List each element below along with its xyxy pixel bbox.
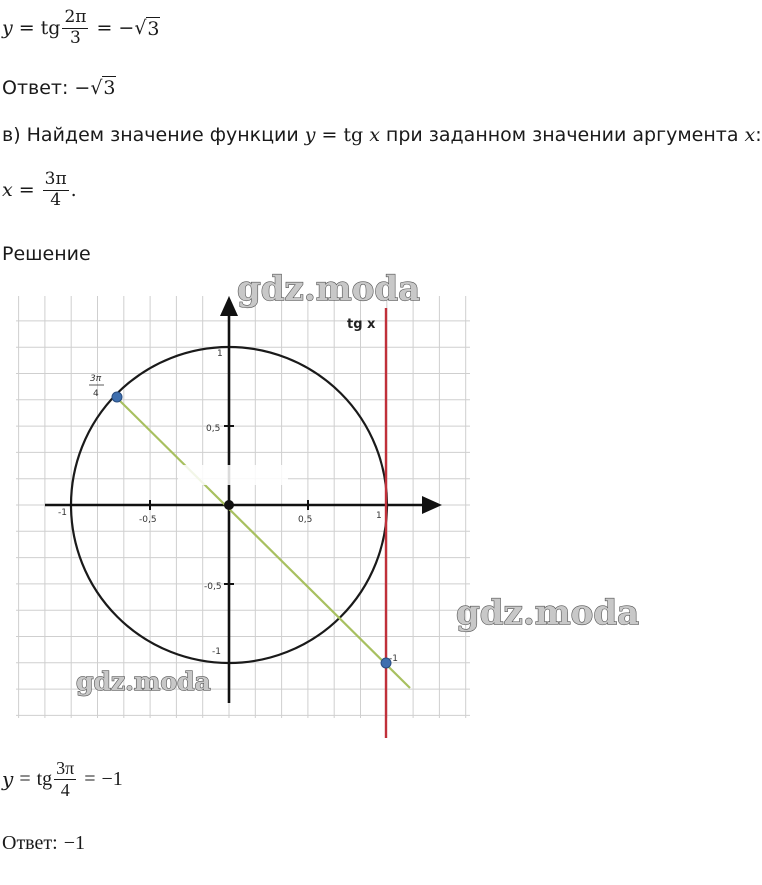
- equals-sign: =: [18, 17, 35, 40]
- point-label-neg1: -1: [389, 654, 398, 664]
- tick-label-x-neg05: -0,5: [139, 515, 157, 525]
- angle-line: [116, 397, 410, 688]
- var-y: y: [2, 17, 13, 40]
- tick-label-x-neg1: -1: [58, 508, 67, 518]
- solution-label: Решение: [2, 243, 91, 265]
- var-y: y: [2, 767, 14, 792]
- fraction-denominator: 4: [50, 189, 62, 210]
- task-suffix: при заданном значении аргумента: [385, 124, 739, 146]
- tick-label-y-neg05: -0,5: [204, 582, 222, 592]
- answer-line-1: [2, 76, 116, 99]
- grid-lines: [16, 296, 470, 718]
- watermark-bottom-left: gdz.moda: [76, 667, 211, 696]
- equals-sign: =: [18, 179, 35, 202]
- answer-value: −1: [63, 832, 85, 854]
- y-axis-arrow-icon: [220, 296, 238, 316]
- var-x: x: [744, 124, 756, 146]
- sqrt-radicand: 3: [103, 77, 116, 99]
- fraction-3pi-4: [43, 170, 69, 210]
- result-value: −1: [101, 767, 123, 790]
- tg-function: tg: [36, 767, 53, 790]
- minus-sign: −: [74, 76, 91, 99]
- fraction-2pi-3: [62, 8, 88, 48]
- fraction-denominator: 4: [60, 779, 70, 800]
- colon: :: [755, 124, 762, 146]
- smudge-patch: [178, 465, 288, 485]
- tick-label-y-05: 0,5: [206, 424, 221, 434]
- unit-circle-svg: [0, 268, 751, 738]
- tick-label-x-1: 1: [376, 511, 382, 521]
- equation-tg-2pi-3: [2, 8, 160, 48]
- task-v-statement: [2, 124, 762, 146]
- var-y: y: [304, 124, 316, 146]
- tg-function: tg: [343, 124, 364, 146]
- var-x: x: [2, 179, 13, 202]
- fraction-numerator: 3π: [44, 169, 67, 189]
- answer-label: Ответ:: [2, 76, 69, 99]
- fraction-numerator: 3π: [56, 758, 75, 778]
- point-label-numerator: 3π: [90, 374, 102, 384]
- period: .: [70, 179, 77, 202]
- tick-label-x-05: 0,5: [298, 515, 313, 525]
- task-prefix: в) Найдем значение функции: [2, 124, 299, 146]
- x-value-equation: [2, 170, 77, 210]
- origin-point: [224, 500, 234, 510]
- fraction-numerator: 2π: [64, 7, 87, 27]
- unit-circle-graph: [0, 268, 751, 738]
- fraction-denominator: 3: [70, 27, 81, 48]
- minus-sign: −: [118, 17, 135, 40]
- result-equation: [2, 758, 123, 800]
- point-3pi-4: [112, 392, 122, 402]
- equals-sign: =: [96, 17, 113, 40]
- tick-label-y-1: 1: [217, 349, 223, 359]
- sqrt-icon: √: [90, 76, 103, 99]
- answer-line-2: [2, 832, 85, 855]
- tg-axis-label: tg x: [347, 317, 376, 332]
- fraction-3pi-4: [54, 758, 76, 800]
- answer-label: Ответ:: [2, 832, 58, 854]
- sqrt-icon: √: [134, 17, 147, 40]
- var-x: x: [369, 124, 380, 146]
- equals-sign: =: [84, 767, 96, 790]
- sqrt-radicand: 3: [147, 17, 160, 40]
- tick-label-y-neg1: -1: [212, 647, 221, 657]
- tg-function: tg: [40, 17, 61, 40]
- watermark-top: gdz.moda: [237, 269, 421, 309]
- equals-sign: =: [321, 124, 338, 146]
- equals-sign: =: [19, 767, 31, 790]
- point-label-denominator: 4: [93, 389, 99, 399]
- watermark-right: gdz.moda: [456, 593, 640, 633]
